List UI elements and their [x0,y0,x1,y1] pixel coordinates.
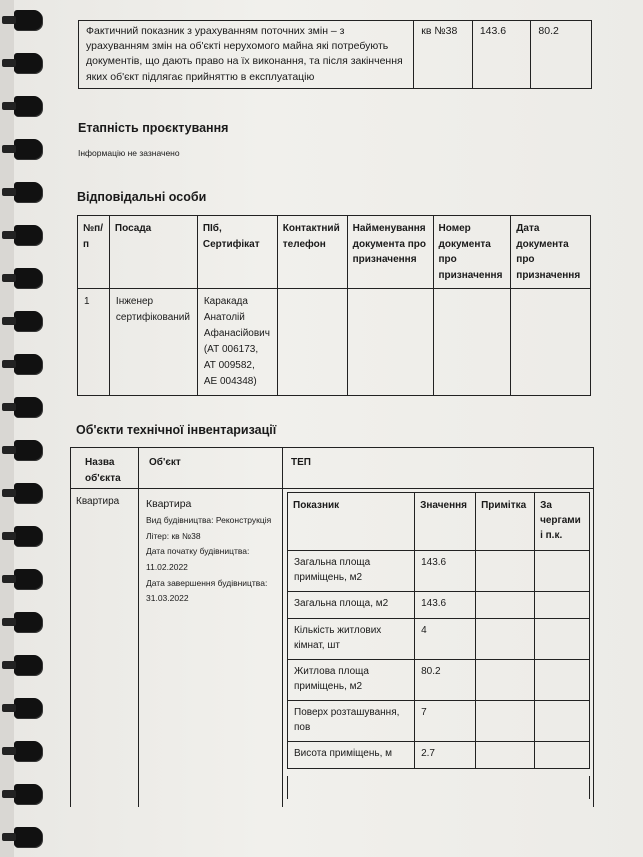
cell [535,592,590,619]
table-row [79,21,592,89]
description-cell: Фактичний показник з урахуванням поточних змін – з урахуванням змін на об'єкті нерухомого майна які потребують документів, що дають право на їх виконання, та після закінчення яких об'єкт підлягає прийняттю в експлуатацію [79,21,414,89]
cell [433,289,511,396]
cell: Загальна площа приміщень, м2 [288,551,415,592]
cell [476,619,535,660]
header-cell: Найменування документа про призначення [347,216,433,289]
header-cell: Значення [415,493,476,551]
object-detail: Літер: кв №38 [146,530,201,541]
object-name: Квартира [76,496,120,507]
cell [535,551,590,592]
cell: Поверх розташування, пов [288,701,415,742]
cell: 7 [415,701,476,742]
cell: Висота приміщень, м [288,742,415,769]
cell [476,592,535,619]
header-cell: Номер документа про призначення [433,216,511,289]
object-detail: Дата початку будівництва: 11.02.2022 [146,546,250,572]
header-cell: Посада [109,216,197,289]
binding-ring [14,483,42,503]
binding-ring [14,139,42,159]
cell: Каракада Анатолій Афанасійович (АТ 006173, АТ 009582, АЕ 004348) [197,289,277,396]
cell: Інженер сертифікований [109,289,197,396]
header-cell: Назва об'єкта [85,457,121,484]
column-divider [593,447,594,807]
binding-ring [14,784,42,804]
inventory-heading: Об'єкти технічної інвентаризації [76,423,277,437]
header-cell: Об'єкт [149,457,181,468]
spiral-binding [0,0,52,857]
binding-ring [14,397,42,417]
cell [535,701,590,742]
design-stages-heading: Етапність проєктування [78,121,229,135]
cell [535,619,590,660]
header-cell: ПІб, Сертифікат [197,216,277,289]
binding-ring [14,698,42,718]
table-row [288,619,590,660]
tep-table [287,492,590,769]
header-cell: Контактний телефон [277,216,347,289]
table-row [288,592,590,619]
binding-ring [14,354,42,374]
table-row [288,742,590,769]
table-row [288,551,590,592]
table-row [78,289,591,396]
responsible-table [77,215,591,396]
binding-ring [14,569,42,589]
table-header-row [288,493,590,551]
table-row [288,660,590,701]
cell [476,551,535,592]
cell [347,289,433,396]
binding-ring [14,526,42,546]
cell: 143.6 [415,592,476,619]
cell: 4 [415,619,476,660]
table-header-row [78,216,591,289]
value-cell: 143.6 [472,21,531,89]
header-cell: Дата документа про призначення [511,216,591,289]
name-cell: кв №38 [414,21,473,89]
cell: Загальна площа, м2 [288,592,415,619]
binding-ring [14,268,42,288]
cell [535,660,590,701]
cell: 80.2 [415,660,476,701]
header-cell: №п/п [78,216,110,289]
cell: Житлова площа приміщень, м2 [288,660,415,701]
object-title: Квартира [146,498,192,510]
object-detail: Вид будівництва: Реконструкція [146,514,272,525]
binding-ring [14,53,42,73]
binding-ring [14,827,42,847]
cell [511,289,591,396]
value-cell: 80.2 [531,21,592,89]
responsible-heading: Відповідальні особи [77,190,207,204]
cell: 1 [78,289,110,396]
binding-ring [14,440,42,460]
inventory-header [70,447,594,489]
binding-ring [14,96,42,116]
column-divider [287,776,288,799]
cell: 2.7 [415,742,476,769]
cell [476,660,535,701]
column-divider [589,776,590,799]
column-divider [282,447,283,807]
header-cell: Примітка [476,493,535,551]
header-cell: Показник [288,493,415,551]
table-row [288,701,590,742]
binding-ring [14,225,42,245]
cell: 143.6 [415,551,476,592]
object-detail: Дата завершення будівництва: 31.03.2022 [146,577,268,604]
binding-ring [14,655,42,675]
header-cell: За чергами і п.к. [535,493,590,551]
object-description [146,496,282,607]
top-summary-table [78,20,592,89]
design-stages-note: Інформацію не зазначено [78,148,180,158]
cell [535,742,590,769]
binding-ring [14,311,42,331]
binding-ring [14,612,42,632]
binding-ring [14,182,42,202]
binding-ring [14,741,42,761]
column-divider [138,447,139,807]
cell [476,742,535,769]
cell [277,289,347,396]
column-divider [70,447,71,807]
binding-ring [14,10,42,30]
header-cell: ТЕП [291,457,311,468]
cell [476,701,535,742]
cell: Кількість житлових кімнат, шт [288,619,415,660]
